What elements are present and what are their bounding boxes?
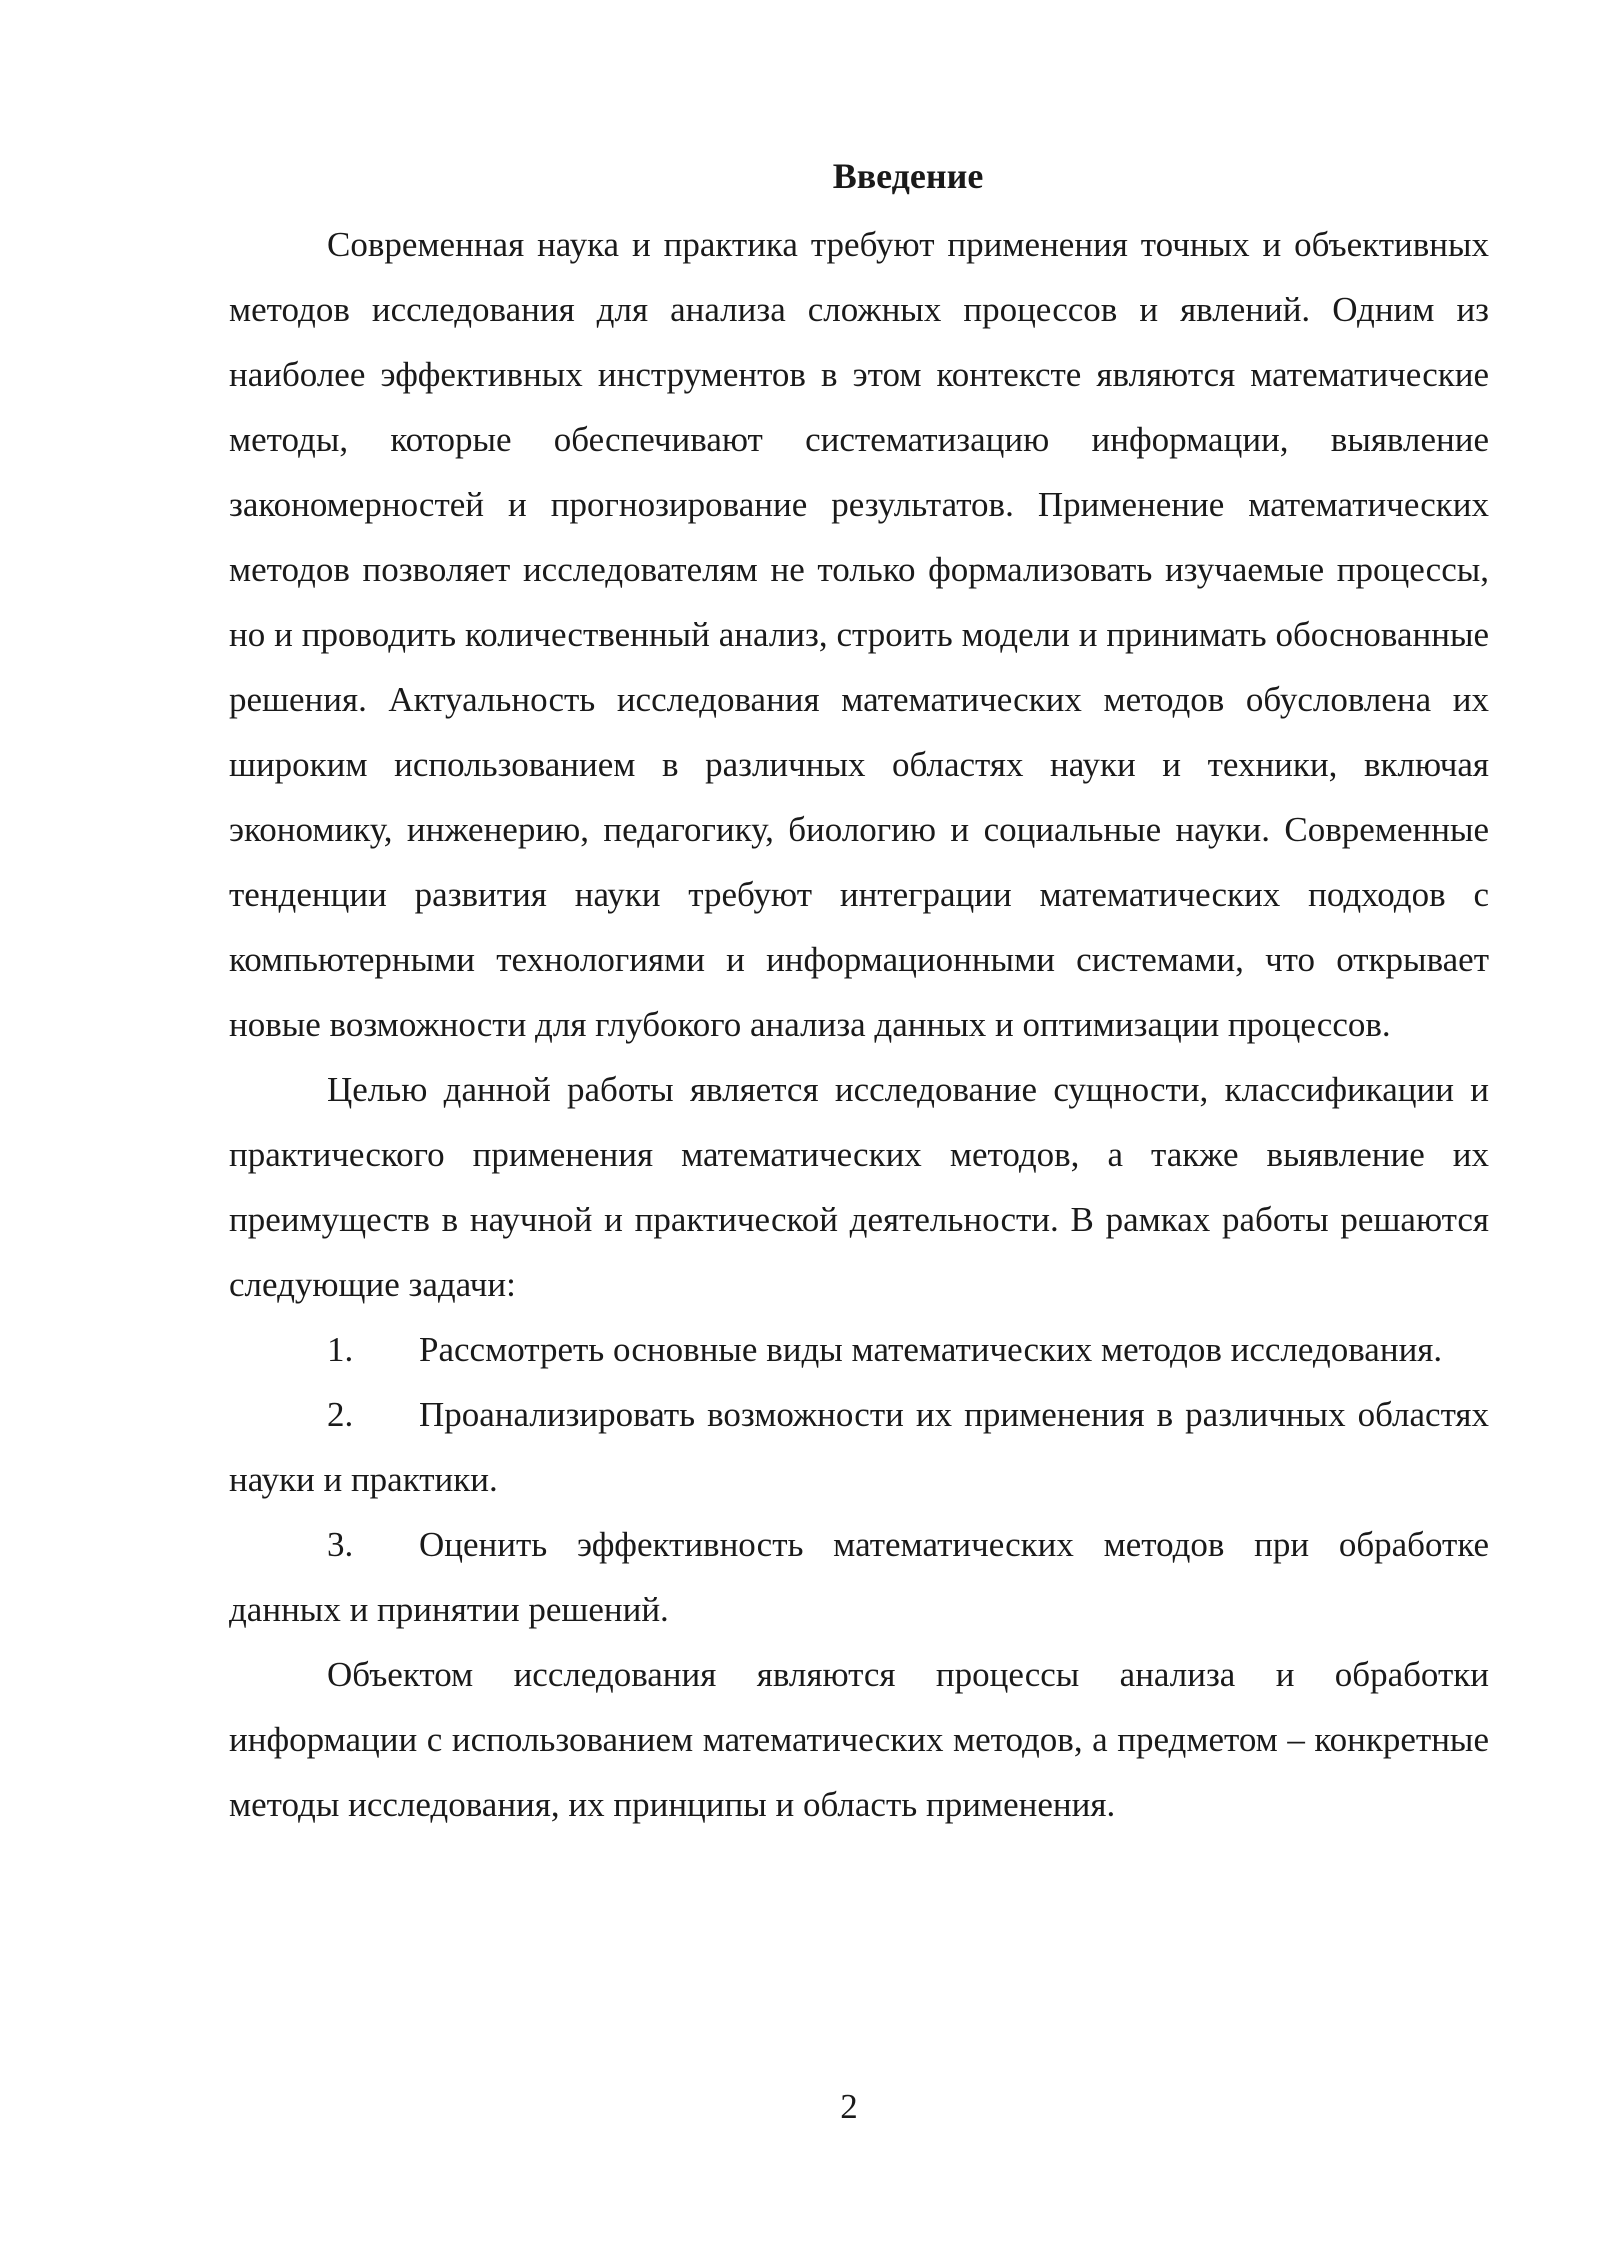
intro-paragraph: Современная наука и практика требуют применения точных и объективных методов исследования для анализа сложных процессов и явлений. Одним из наиболее эффективных инструментов в этом контексте являются математические методы, которые обеспечивают систематизацию информации, выявление закономерностей и прогнозирование результатов. Применение математических методов позволяет исследователям не только формализовать изучаемые процессы, но и проводить количественный анализ, строить модели и принимать обоснованные решения. Актуальность исследования математических методов обусловлена их широким использованием в различных областях науки и техники, включая экономику, инженерию, педагогику, биологию и социальные науки. Современные тенденции развития науки требуют интеграции математических подходов с компьютерными технологиями и информационными системами, что открывает новые возможности для глубокого анализа данных и оптимизации процессов. [229,225,1489,1044]
task-number: 1. [327,1330,354,1369]
object-subject-paragraph: Объектом исследования являются процессы анализа и обработки информации с использованием математических методов, а предметом – конкретные методы исследования, их принципы и область применения. [229,1655,1489,1824]
task-number: 2. [327,1395,354,1434]
task-list-item-2 [229,1382,1489,1512]
goal-paragraph: Целью данной работы является исследование сущности, классификации и практического применения математических методов, а также выявление их преимуществ в научной и практической деятельности. В рамках работы решаются следующие задачи: [229,1070,1489,1304]
section-title: Введение [832,156,984,196]
task-text: Проанализировать возможности их применения в различных областях науки и практики. [229,1395,1489,1499]
page-number: 2 [840,2087,858,2126]
task-list-item-1 [229,1317,1489,1382]
task-text: Оценить эффективность математических методов при обработке данных и принятии решений. [229,1525,1489,1629]
task-number: 3. [327,1525,354,1564]
document-body [229,148,1489,1837]
task-list-item-3 [229,1512,1489,1642]
task-text: Рассмотреть основные виды математических методов исследования. [419,1330,1443,1369]
